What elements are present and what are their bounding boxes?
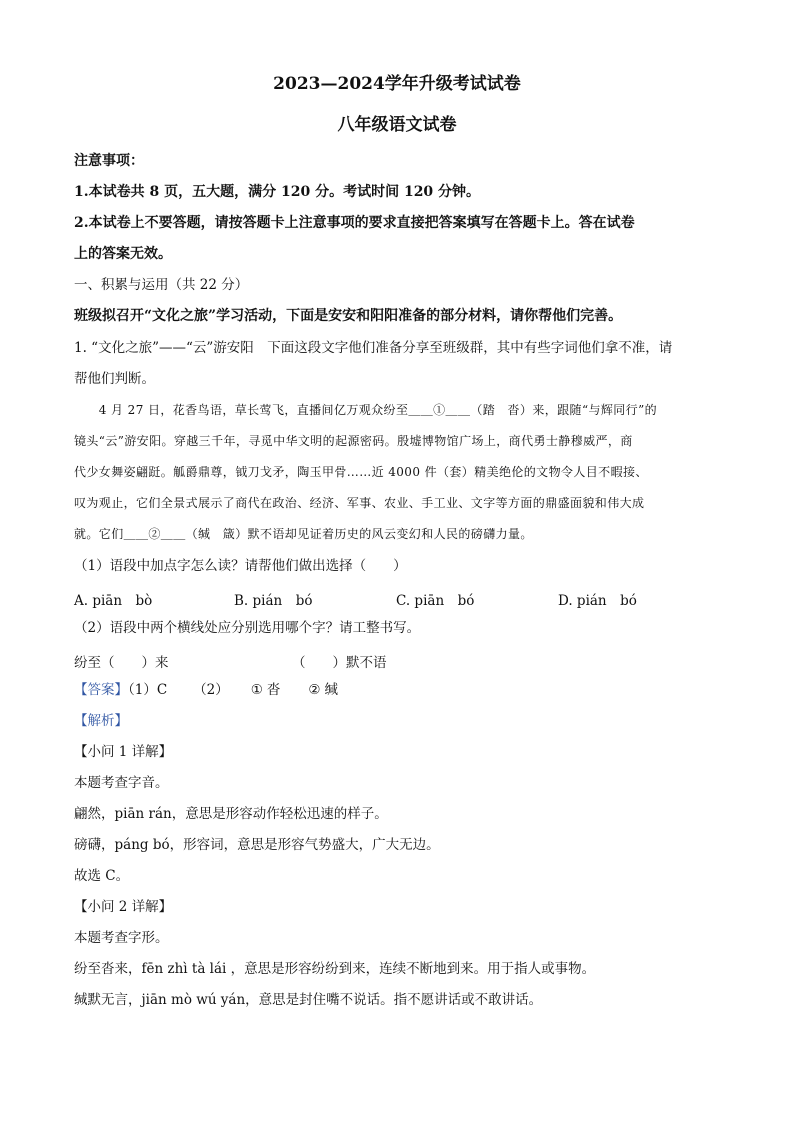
option-d: D. pián bó (558, 593, 637, 609)
answer-label: 【答案】 (74, 682, 128, 698)
passage-line-2: 镜头“云”游安阳。穿越三千年，寻觅中华文明的起源密码。殷墟博物馆广场上，商代勇士静穆威严，商 (74, 434, 633, 448)
section-1-intro: 班级拟召开“文化之旅”学习活动，下面是安安和阳阳准备的部分材料，请你帮他们完善。 (74, 308, 623, 324)
answer-blank-1: 沓 (266, 682, 281, 698)
answer-circle-2: ② (308, 682, 321, 698)
notice-item-2-line-1: 2.本试卷上不要答题，请按答题卡上注意事项的要求直接把答案填写在答题卡上。答在试卷 (74, 215, 635, 231)
answer-row (74, 682, 338, 698)
option-a: A. piān bò (74, 593, 153, 609)
section-1-heading: 一、积累与运用（共 22 分） (74, 277, 249, 293)
notice-heading: 注意事项： (74, 153, 144, 169)
sub-2-detail-line-2: 纷至沓来，fēn zhì tà lái ，意思是形容纷纷到来，连续不断地到来。用于指人或事物。 (74, 961, 596, 977)
sub-2-detail-line-1: 本题考查字形。 (74, 930, 169, 946)
answer-part-2: （2） (193, 682, 229, 698)
fill-blank-b: （ ）默不语 (292, 655, 387, 671)
question-1-stem-line-1: 1. “文化之旅”——“云”游安阳 下面这段文字他们准备分享至班级群，其中有些字词他们拿不准，请 (74, 340, 673, 356)
option-c: C. piān bó (396, 593, 475, 609)
answer-part-1: （1）C (128, 682, 168, 698)
fill-blank-a: 纷至（ ）来 (74, 655, 169, 671)
passage-line-1: 4 月 27 日，花香鸟语，草长莺飞，直播间亿万观众纷至＿＿①＿＿（踏 沓）来，跟随“与辉同行”的 (74, 403, 658, 417)
sub-1-detail-line-3: 磅礴，páng bó，形容词，意思是形容气势盛大，广大无边。 (74, 837, 440, 853)
sub-2-detail-heading: 【小问 2 详解】 (74, 899, 173, 915)
passage-line-3: 代少女舞姿翩跹。觚爵鼎尊，钺刀戈矛，陶玉甲骨……近 4000 件（套）精美绝伦的文物令人目不暇接、 (74, 465, 648, 479)
notice-item-2-line-2: 上的答案无效。 (74, 246, 172, 262)
sub-1-detail-line-4: 故选 C。 (74, 868, 130, 884)
passage-line-4: 叹为观止，它们全景式展示了商代在政治、经济、军事、农业、手工业、文字等方面的鼎盛面貌和伟大成 (74, 496, 645, 510)
sub-question-1: （1）语段中加点字怎么读？请帮他们做出选择（ ） (74, 558, 407, 574)
exam-title: 2023—2024学年升级考试试卷 (273, 74, 521, 94)
sub-1-detail-line-1: 本题考查字音。 (74, 775, 169, 791)
sub-question-2: （2）语段中两个横线处应分别选用哪个字？请工整书写。 (74, 620, 421, 636)
sub-1-detail-heading: 【小问 1 详解】 (74, 744, 173, 760)
answer-circle-1: ① (250, 682, 263, 698)
option-b: B. pián bó (234, 593, 313, 609)
question-1-stem-line-2: 帮他们判断。 (74, 371, 155, 387)
exam-subtitle: 八年级语文试卷 (337, 115, 457, 135)
notice-item-1: 1.本试卷共 8 页，五大题，满分 120 分。考试时间 120 分钟。 (74, 184, 481, 200)
answer-blank-2: 缄 (324, 682, 338, 698)
sub-1-detail-line-2: 翩然，piān rán，意思是形容动作轻松迅速的样子。 (74, 806, 388, 822)
sub-2-detail-line-3: 缄默无言，jiān mò wú yán，意思是封住嘴不说话。指不愿讲话或不敢讲话。 (74, 992, 543, 1008)
analysis-label: 【解析】 (74, 713, 128, 729)
passage-line-5: 就。它们＿＿②＿＿（缄 箴）默不语却见证着历史的风云变幻和人民的磅礴力量。 (74, 527, 533, 541)
